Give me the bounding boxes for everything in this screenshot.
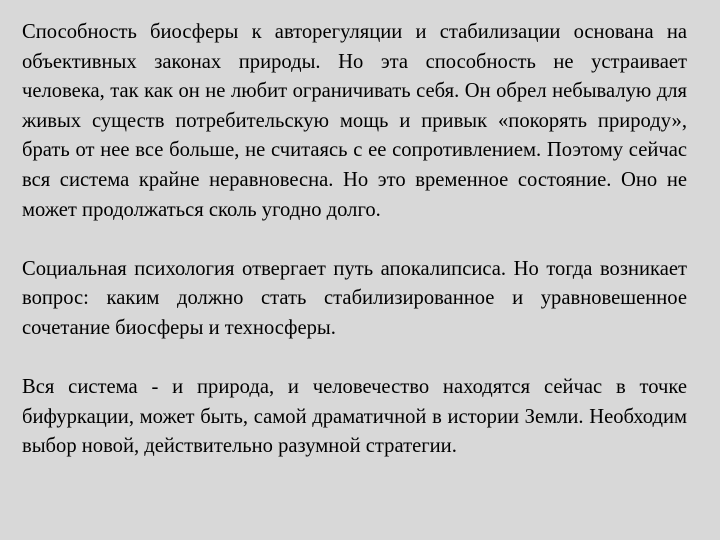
paragraph-3: Вся система - и природа, и человечество находятся сейчас в точке бифуркации, может быть, самой драматичной в истории Земли. Необходим выбор новой, действительно разумной стратегии. (22, 376, 687, 458)
paragraph-spacer (22, 344, 687, 374)
paragraph-spacer (22, 225, 687, 255)
paragraph-1: Способность биосферы к авторегуляции и стабилизации основана на объективных законах природы. Но эта способность не устраивает человека, так как он не любит ограничивать себя. Он обрел небывалую для живых существ потребительскую мощь и привык «покорять природу», брать от нее все больше, не считаясь с ее сопротивлением. Поэтому сейчас вся система крайне неравновесна. Но это временное состояние. Оно не может продолжаться сколь угодно долго. (22, 21, 687, 221)
paragraph-2: Социальная психология отвергает путь апокалипсиса. Но тогда возникает вопрос: каким должно стать стабилизированное и уравновешенное сочетание биосферы и техносферы. (22, 257, 687, 339)
